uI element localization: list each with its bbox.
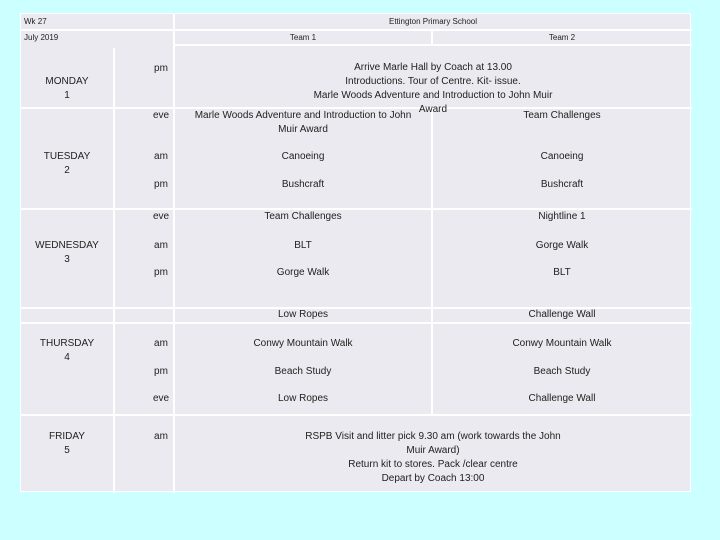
activity-wednesday-pm-team1: Gorge Walk [276,267,330,278]
activity-tuesday-eve-team1: Team Challenges [264,211,342,222]
activity-monday-pm: Arrive Marle Hall by Coach at 13.00 Introductions. Tour of Centre. Kit- issue. Marle Woods Adventure and Introduction to John Muir Award [313,62,553,115]
activity-wednesday-eve-team1: Low Ropes [277,309,329,320]
activity-thursday-am-team1: Conwy Mountain Walk [253,338,353,349]
team2-header: Team 2 [548,33,576,42]
activity-tuesday-pm-team1: Bushcraft [281,179,325,190]
period-label: eve [152,110,170,121]
row-divider [21,414,692,416]
activity-wednesday-eve-team2: Challenge Wall [528,309,596,320]
period-label: am [154,431,168,442]
period-label: am [154,240,168,251]
day-thursday: THURSDAY 4 [39,338,95,363]
school-name: Ettington Primary School [388,17,478,26]
activity-tuesday-am-team1: Canoeing [281,151,325,162]
column-divider [431,29,433,45]
activity-friday-am: RSPB Visit and litter pick 9.30 am (work towards the John Muir Award) Return kit to stores. Pack /clear centre Depart by Coach 13:00 [305,431,561,484]
week-label: Wk 27 [24,17,47,26]
column-divider [173,14,175,493]
activity-tuesday-pm-team2: Bushcraft [540,179,584,190]
activity-tuesday-am-team2: Canoeing [540,151,584,162]
activity-thursday-eve-team1: Low Ropes [277,393,329,404]
period-label: eve [152,393,170,404]
activity-wednesday-am-team1: BLT [294,240,312,251]
activity-wednesday-am-team2: Gorge Walk [535,240,589,251]
day-friday: FRIDAY 5 [49,431,85,456]
day-monday: MONDAY 1 [45,76,89,101]
activity-tuesday-eve-team2: Nightline 1 [538,211,586,222]
day-wednesday: WEDNESDAY 3 [35,240,99,265]
period-label: eve [152,211,170,222]
activity-thursday-pm-team1: Beach Study [274,366,332,377]
period-label: pm [154,179,168,190]
activity-thursday-eve-team2: Challenge Wall [528,393,596,404]
period-label: pm [154,63,168,74]
row-divider [21,208,692,210]
activity-thursday-am-team2: Conwy Mountain Walk [512,338,612,349]
row-divider [21,322,692,324]
timetable [20,13,691,492]
row-divider [175,44,692,46]
activity-monday-eve-team1: Marle Woods Adventure and Introduction to John Muir Award [194,110,412,135]
period-label: pm [154,267,168,278]
column-divider [113,48,115,493]
activity-wednesday-pm-team2: BLT [553,267,571,278]
month-label: July 2019 [24,33,59,42]
period-label: am [154,338,168,349]
period-label: pm [154,366,168,377]
team1-header: Team 1 [289,33,317,42]
column-divider [431,107,433,414]
activity-monday-eve-team2: Team Challenges [523,110,601,121]
day-tuesday: TUESDAY 2 [43,151,91,176]
period-label: am [154,151,168,162]
row-divider [21,29,692,31]
activity-thursday-pm-team2: Beach Study [533,366,591,377]
